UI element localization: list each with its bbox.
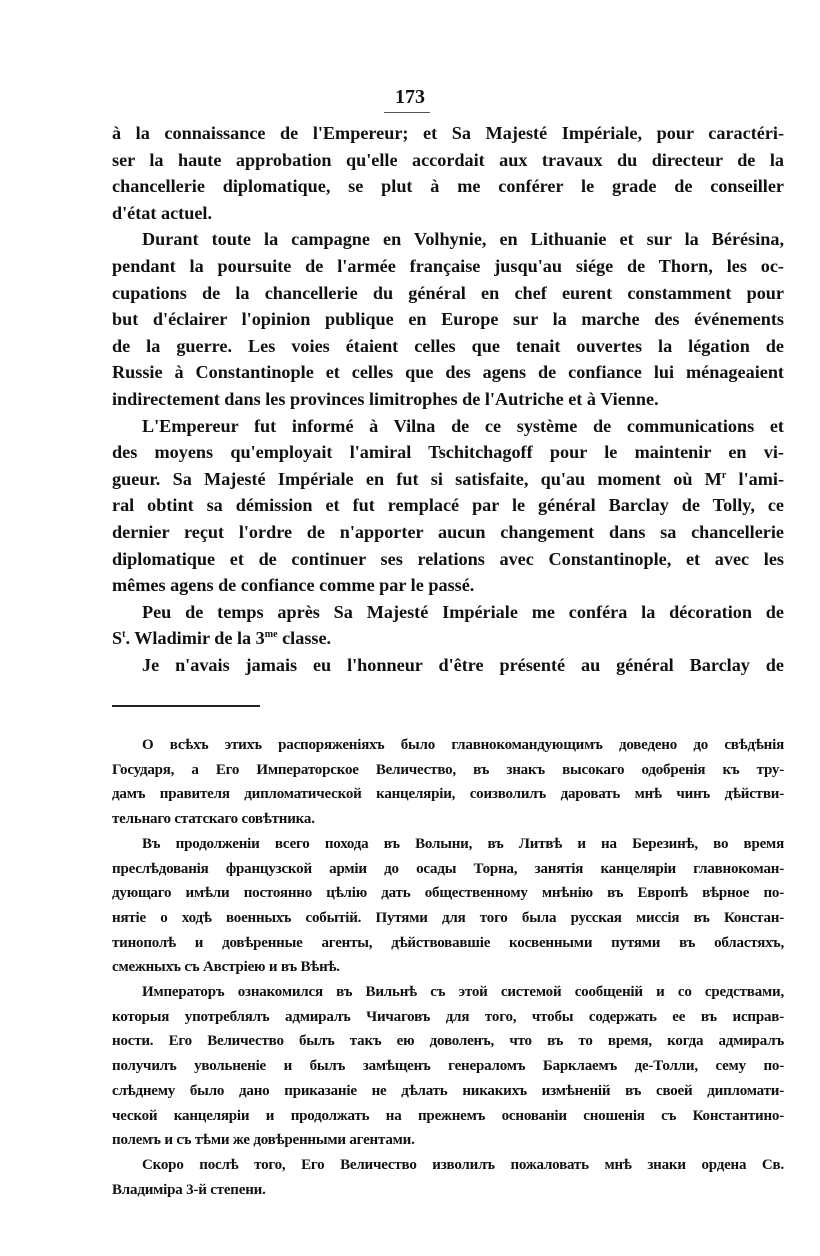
text-line [112, 572, 784, 599]
footnote-line [112, 733, 784, 758]
text-segment: тельнаго статскаго совѣтника. [112, 811, 315, 828]
superscript: t [122, 629, 126, 641]
text-segment: дамъ правителя дипломатической канцеляріи, соизволилъ даровать мнѣ чинъ дѣйстви- [112, 786, 784, 803]
footnote-line [112, 758, 784, 783]
text-line [112, 280, 784, 307]
text-line [112, 306, 784, 333]
text-segment: Въ продолженіи всего похода въ Волыни, въ Литвѣ и на Березинѣ, во время [142, 835, 784, 852]
text-segment: des moyens qu'employait l'amiral Tschitchagoff pour le maintenir en vi- [112, 442, 784, 463]
footnote-line [112, 832, 784, 857]
text-line [112, 200, 784, 227]
main-text [112, 120, 784, 678]
footnote-line [112, 1029, 784, 1054]
text-segment: indirectement dans les provinces limitrophes de l'Autriche et à Vienne. [112, 388, 659, 409]
text-segment: полемъ и съ тѣми же довѣренными агентами. [112, 1132, 415, 1149]
text-line [112, 173, 784, 200]
text-segment: gueur. Sa Majesté Impériale en fut si satisfaite, qu'au moment où M [112, 468, 722, 489]
text-segment: нятіе о ходѣ военныхъ событій. Путями для того была русская миссія въ Констан- [112, 909, 784, 926]
footnote-line [112, 1153, 784, 1178]
text-line [112, 226, 784, 253]
footnote-line [112, 1104, 784, 1129]
text-segment: cupations de la chancellerie du général en chef eurent constamment pour [112, 282, 784, 303]
footnote-line [112, 881, 784, 906]
text-segment: l'ami- [726, 468, 784, 489]
text-segment: ral obtint sa démission et fut remplacé par le général Barclay de Tolly, ce [112, 495, 784, 516]
text-segment: слѣднему было дано приказаніе не дѣлать никакихъ измѣненій въ своей дипломати- [112, 1082, 784, 1099]
footnote-line [112, 980, 784, 1005]
superscript: me [264, 629, 278, 641]
footnote-line [112, 1054, 784, 1079]
text-segment: dernier reçut l'ordre de n'apporter aucun changement dans sa chancellerie [112, 521, 784, 542]
text-segment: ческой канцеляріи и продолжать на прежнемъ основаніи сношенія съ Константино- [112, 1107, 784, 1124]
text-segment: but d'éclairer l'opinion publique en Europe sur la marche des événements [112, 309, 784, 330]
text-segment: à la connaissance de l'Empereur; et Sa Majesté Impériale, pour caractéri- [112, 123, 784, 143]
text-line [112, 386, 784, 413]
text-segment: Государя, а Его Императорское Величество, въ знакъ высокаго одобренія къ тру- [112, 761, 784, 778]
text-segment: d'état actuel. [112, 202, 213, 223]
text-segment: тинополѣ и довѣренные агенты, дѣйствовавшіе косвенными путями въ областяхъ, [112, 934, 784, 951]
footnote-line [112, 1079, 784, 1104]
superscript: r [721, 469, 727, 481]
text-line [112, 359, 784, 386]
text-segment: Russie à Constantinople et celles que des agens de confiance lui ménageaient [112, 362, 784, 383]
text-line [112, 147, 784, 174]
footnote-line [112, 955, 784, 980]
text-line [112, 519, 784, 546]
footnote-line [112, 782, 784, 807]
footnote-line [112, 1005, 784, 1030]
text-segment: Скоро послѣ того, Его Величество изволилъ пожаловать мнѣ знаки ордена Св. [142, 1156, 784, 1173]
page-number-rule [384, 112, 430, 113]
text-line [112, 333, 784, 360]
text-segment: de la guerre. Les voies étaient celles que tenait ouvertes la légation de [112, 335, 784, 356]
text-segment: Императоръ ознакомился въ Вильнѣ съ этой системой сообщеній и со средствами, [142, 984, 784, 1001]
text-segment: classe. [277, 628, 332, 649]
text-line [112, 120, 784, 147]
text-segment: получилъ увольненіе и былъ замѣщенъ генераломъ Барклаемъ де-Толли, сему по- [112, 1058, 784, 1075]
text-segment: ser la haute approbation qu'elle accordait aux travaux du directeur de la [112, 149, 784, 170]
text-line [112, 546, 784, 573]
footnote-line [112, 931, 784, 956]
text-line [112, 413, 784, 440]
footnote-line [112, 906, 784, 931]
text-segment: преслѣдованія французской арміи до осады Торна, занятія канцеляріи главнокоман- [112, 860, 784, 877]
text-segment: О всѣхъ этихъ распоряженіяхъ было главнокомандующимъ доведено до свѣдѣнія [142, 737, 784, 753]
footnote-line [112, 807, 784, 832]
text-segment: S [112, 628, 123, 649]
text-segment: Durant toute la campagne en Volhynie, en Lithuanie et sur la Bérésina, [142, 229, 784, 250]
text-segment: ности. Его Величество былъ такъ ею доволенъ, что въ то время, когда адмиралъ [112, 1033, 784, 1050]
text-segment: mêmes agens de confiance comme par le passé. [112, 575, 475, 596]
text-segment: diplomatique et de continuer ses relations avec Constantinople, et avec les [112, 548, 784, 569]
footnote-line [112, 1178, 784, 1203]
text-line [112, 652, 784, 679]
page-number: 173 [395, 86, 425, 108]
text-line [112, 253, 784, 280]
text-segment: Peu de temps après Sa Majesté Impériale me conféra la décoration de [142, 601, 784, 622]
text-line [112, 599, 784, 626]
text-segment: дующаго имѣли постоянно цѣлію дать общественному мнѣнію въ Европѣ вѣрное по- [112, 885, 784, 902]
text-segment: chancellerie diplomatique, se plut à me conférer le grade de conseiller [112, 176, 784, 197]
footnote-text [112, 733, 784, 1202]
footnote-separator [112, 705, 260, 707]
text-segment: pendant la poursuite de l'armée française jusqu'au siége de Thorn, les oc- [112, 255, 784, 276]
text-line [112, 439, 784, 466]
footnote-line [112, 1128, 784, 1153]
text-segment: Владиміра 3-й степени. [112, 1181, 266, 1198]
text-segment: L'Empereur fut informé à Vilna de ce système de communications et [142, 415, 784, 436]
text-line [112, 625, 784, 652]
text-segment: . Wladimir de la 3 [125, 628, 265, 649]
text-line [112, 492, 784, 519]
text-segment: смежныхъ съ Австріею и въ Вѣнѣ. [112, 959, 340, 976]
text-segment: Je n'avais jamais eu l'honneur d'être présenté au général Barclay de [142, 654, 784, 675]
text-line [112, 466, 784, 493]
text-segment: которыя употреблялъ адмиралъ Чичаговъ для того, чтобы содержать ее въ исправ- [112, 1008, 784, 1025]
footnote-line [112, 857, 784, 882]
